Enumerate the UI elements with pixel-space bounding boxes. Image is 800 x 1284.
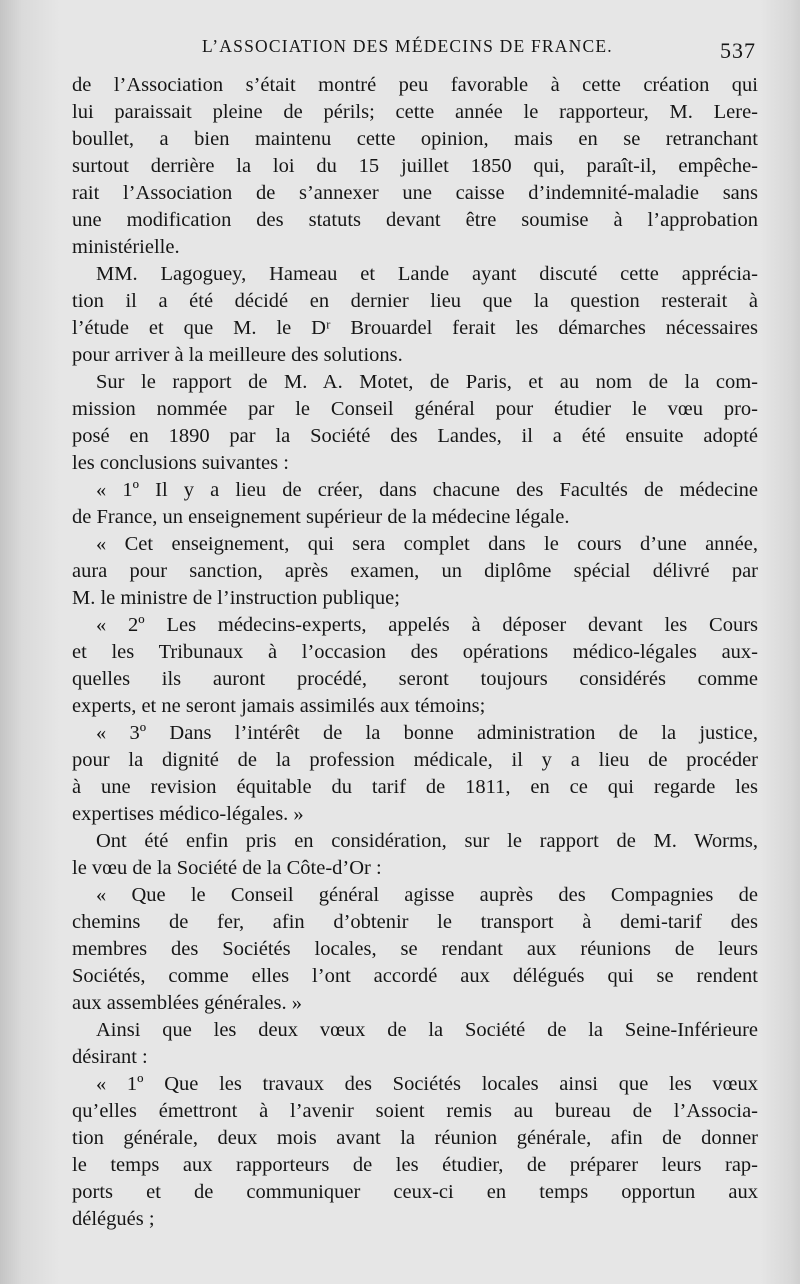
text-line: pour arriver à la meilleure des solutions.: [72, 344, 403, 366]
page-number: 537: [720, 38, 756, 63]
text-line: surtout derrière la loi du 15 juillet 1850 qui, paraît-il, empêche-: [72, 155, 758, 177]
text-line: « Que le Conseil général agisse auprès des Compagnies de: [96, 884, 758, 906]
text-line: Ainsi que les deux vœux de la Société de la Seine-Inférieure: [96, 1019, 758, 1041]
body-text: [72, 72, 758, 1233]
text-line: le vœu de la Société de la Côte-d’Or :: [72, 857, 382, 879]
text-line: ports et de communiquer ceux-ci en temps opportun aux: [72, 1181, 758, 1203]
text-line: pour la dignité de la profession médicale, il y a lieu de procéder: [72, 749, 758, 771]
text-line: mission nommée par le Conseil général pour étudier le vœu pro-: [72, 398, 758, 420]
text-line: aura pour sanction, après examen, un diplôme spécial délivré par: [72, 560, 758, 582]
text-line: « 3º Dans l’intérêt de la bonne administration de la justice,: [96, 722, 758, 744]
text-line: et les Tribunaux à l’occasion des opérations médico-légales aux-: [72, 641, 758, 663]
text-line: posé en 1890 par la Société des Landes, il a été ensuite adopté: [72, 425, 758, 447]
text-line: boullet, a bien maintenu cette opinion, mais en se retranchant: [72, 128, 758, 150]
text-line: ministérielle.: [72, 236, 180, 258]
text-line: expertises médico-légales. »: [72, 803, 304, 825]
text-line: M. le ministre de l’instruction publique;: [72, 587, 400, 609]
text-line: chemins de fer, afin d’obtenir le transport à demi-tarif des: [72, 911, 758, 933]
running-title: L’ASSOCIATION DES MÉDECINS DE FRANCE.: [202, 36, 613, 56]
text-line: tion il a été décidé en dernier lieu que la question resterait à: [72, 290, 758, 312]
text-line: aux assemblées générales. »: [72, 992, 302, 1014]
text-line: MM. Lagoguey, Hameau et Lande ayant discuté cette apprécia-: [96, 263, 758, 285]
text-line: « 1º Il y a lieu de créer, dans chacune des Facultés de médecine: [96, 479, 758, 501]
text-line: « 2º Les médecins-experts, appelés à déposer devant les Cours: [96, 614, 758, 636]
text-line: « 1º Que les travaux des Sociétés locales ainsi que les vœux: [96, 1073, 758, 1095]
text-line: experts, et ne seront jamais assimilés aux témoins;: [72, 695, 486, 717]
text-line: désirant :: [72, 1046, 148, 1068]
running-head: [68, 34, 758, 64]
text-line: « Cet enseignement, qui sera complet dans le cours d’une année,: [96, 533, 758, 555]
text-line: les conclusions suivantes :: [72, 452, 289, 474]
text-line: une modification des statuts devant être soumise à l’approbation: [72, 209, 758, 231]
text-line: Sur le rapport de M. A. Motet, de Paris, et au nom de la com-: [96, 371, 758, 393]
text-line: quelles ils auront procédé, seront toujours considérés comme: [72, 668, 758, 690]
text-line: lui paraissait pleine de périls; cette année le rapporteur, M. Lere-: [72, 101, 758, 123]
text-line: à une revision équitable du tarif de 1811, en ce qui regarde les: [72, 776, 758, 798]
text-line: de France, un enseignement supérieur de la médecine légale.: [72, 506, 570, 528]
text-line: rait l’Association de s’annexer une caisse d’indemnité-maladie sans: [72, 182, 758, 204]
text-line: membres des Sociétés locales, se rendant aux réunions de leurs: [72, 938, 758, 960]
text-line: de l’Association s’était montré peu favorable à cette création qui: [72, 74, 758, 96]
text-line: Ont été enfin pris en considération, sur le rapport de M. Worms,: [96, 830, 758, 852]
text-line: délégués ;: [72, 1208, 155, 1230]
text-line: Sociétés, comme elles l’ont accordé aux délégués qui se rendent: [72, 965, 758, 987]
text-line: l’étude et que M. le Dʳ Brouardel ferait les démarches nécessaires: [72, 317, 758, 339]
text-line: tion générale, deux mois avant la réunion générale, afin de donner: [72, 1127, 758, 1149]
text-line: le temps aux rapporteurs de les étudier, de préparer leurs rap-: [72, 1154, 758, 1176]
text-line: qu’elles émettront à l’avenir soient remis au bureau de l’Associa-: [72, 1100, 758, 1122]
